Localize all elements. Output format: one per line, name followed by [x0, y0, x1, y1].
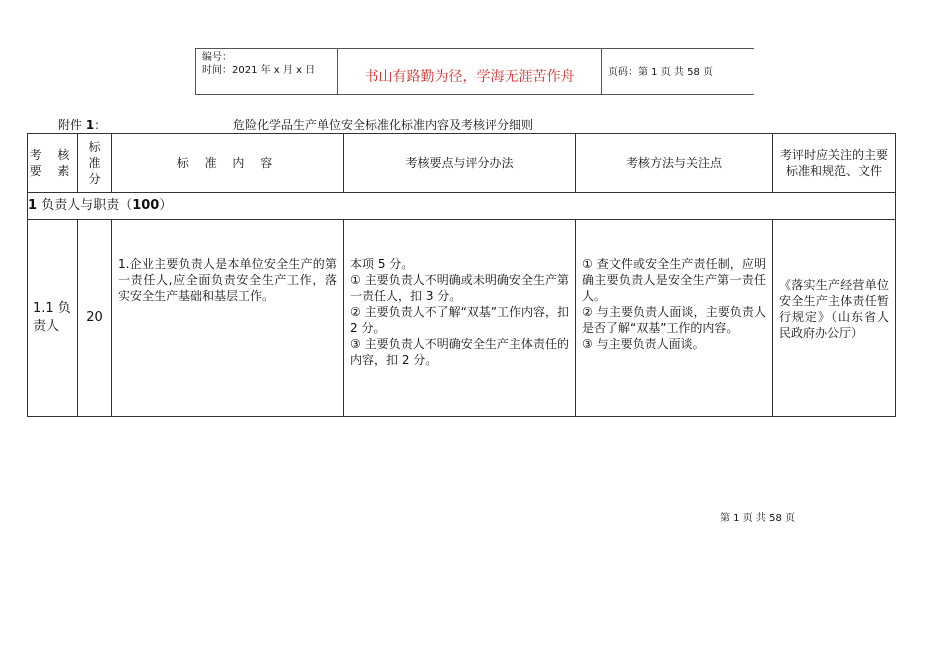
col-score-header: 标 准 分: [78, 134, 112, 193]
page-footer: 第 1 页 共 58 页: [720, 513, 795, 524]
document-header: [195, 48, 754, 95]
points-line: ① 查文件或安全生产责任制，应明确主要负责人是安全生产第一责任人。: [582, 257, 766, 303]
row-points: [576, 220, 773, 417]
col-content-header: 标 准 内 容: [112, 134, 344, 193]
col-element-header: 考 核 要 素: [28, 134, 78, 193]
points-line: ② 与主要负责人面谈，主要负责人是否了解“双基”工作的内容。: [582, 305, 766, 335]
col-points-header: 考核方法与关注点: [576, 134, 773, 193]
row-content: 1.企业主要负责人是本单位安全生产的第一责任人,应全面负责安全生产工作，落实安全生产基础和基层工作。: [112, 220, 344, 417]
header-meta-cell: [196, 49, 338, 94]
row-score: 20: [78, 220, 112, 417]
row-element: 1.1 负责人: [28, 220, 78, 417]
motto-text: 书山有路勤为径，学海无涯苦作舟: [364, 69, 575, 85]
method-line: ① 主要负责人不明确或未明确安全生产第一责任人，扣 3 分。: [350, 273, 569, 303]
table-row: [28, 220, 896, 417]
section-row: [28, 193, 896, 220]
table-header-row: [28, 134, 896, 193]
col-method-header: 考核要点与评分办法: [344, 134, 576, 193]
page-counter: 页码：第 1 页 共 58 页: [608, 67, 713, 78]
row-method: [344, 220, 576, 417]
header-motto-cell: [338, 49, 602, 94]
attachment-number: 1: [85, 118, 95, 132]
attachment-label: 附件 1：: [58, 118, 107, 132]
method-line: 本项 5 分。: [350, 257, 414, 271]
points-line: ③ 与主要负责人面谈。: [582, 337, 705, 351]
section-title: 1 负责人与职责（100）: [28, 193, 896, 220]
col-ref-header: 考评时应关注的主要标准和规范、文件: [773, 134, 896, 193]
doc-time-label: 时间：2021 年 x 月 x 日: [202, 65, 316, 76]
method-line: ② 主要负责人不了解“双基”工作内容，扣 2 分。: [350, 305, 570, 335]
method-line: ③ 主要负责人不明确安全生产主体责任的内容，扣 2 分。: [350, 337, 569, 367]
header-page-cell: [602, 49, 754, 94]
document-title: 危险化学品生产单位安全标准化标准内容及考核评分细则: [233, 118, 534, 132]
row-reference: 《落实生产经营单位安全生产主体责任暂行规定》（山东省人民政府办公厅）: [773, 220, 896, 417]
doc-number-label: 编号：: [202, 52, 232, 63]
assessment-table: [27, 133, 896, 417]
